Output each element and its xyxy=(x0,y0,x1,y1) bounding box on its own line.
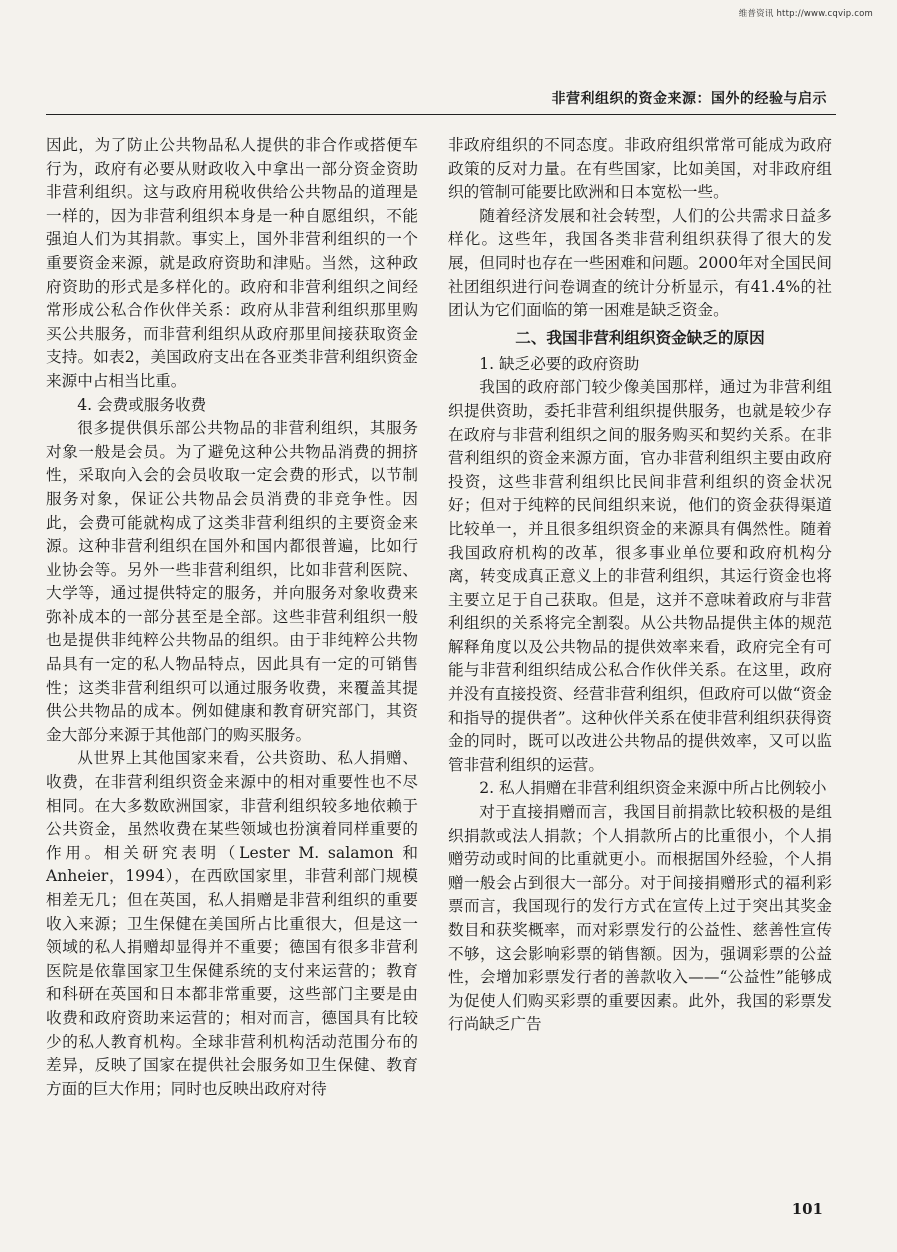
page-number: 101 xyxy=(791,1200,823,1218)
running-head: 非营利组织的资金来源：国外的经验与启示 xyxy=(551,91,827,107)
section-heading: 二、我国非营利组织资金缺乏的原因 xyxy=(515,327,765,347)
paragraph: 因此，为了防止公共物品私人提供的非合作或搭便车行为，政府有必要从财政收入中拿出一部分资金资助非营利组织。这与政府用税收供给公共物品的道理是一样的，因为非营利组织本身是一种自愿组织，不能强迫人们为其捐款。事实上，国外非营利组织的一个重要资金来源，就是政府资助和津贴。当然，这种政府资助的形式是多样化的。政府和非营利组织之间经常形成公私合作伙伴关系：政府从非营利组织那里购买公共服务，而非营利组织从政府那里间接获取资金支持。如表2，美国政府支出在各亚类非营利组织资金来源中占相当比重。 xyxy=(46,136,418,390)
paragraph: 对于直接捐赠而言，我国目前捐款比较积极的是组织捐款或法人捐款；个人捐款所占的比重很小，个人捐赠劳动或时间的比重就更小。而根据国外经验，个人捐赠一般会占到很大一部分。对于间接捐赠形式的福利彩票而言，我国现行的发行方式在宣传上过于突出其奖金数目和获奖概率，而对彩票发行的公益性、慈善性宣传不够，这会影响彩票的销售额。因为，强调彩票的公益性，会增加彩票发行者的善款收入——“公益性”能够成为促使人们购买彩票的重要因素。此外，我国的彩票发行尚缺乏广告 xyxy=(448,803,832,1034)
paragraph: 我国的政府部门较少像美国那样，通过为非营利组织提供资助，委托非营利组织提供服务，也就是较少存在政府与非营利组织之间的服务购买和契约关系。在非营利组织的资金来源方面，官办非营利组织主要由政府投资，这些非营利组织比民间非营利组织的资金状况好；但对于纯粹的民间组织来说，他们的资金获得渠道比较单一，并且很多组织资金的来源具有偶然性。随着我国政府机构的改革，很多事业单位要和政府机构分离，转变成真正意义上的非营利组织，其运行资金也将主要立足于自己获取。但是，这并不意味着政府与非营利组织的关系将完全割裂。从公共物品提供主体的规范解释角度以及公共物品的提供效率来看，政府完全有可能与非营利组织结成公私合作伙伴关系。在这里，政府并没有直接投资、经营非营利组织，但政府可以做“资金和指导的提供者”。这种伙伴关系在使非营利组织获得资金的同时，既可以改进公共物品的提供效率，又可以监管非营利组织的运营。 xyxy=(448,378,832,774)
watermark: 维普资讯 http://www.cqvip.com xyxy=(738,9,873,19)
subsection-heading: 1. 缺乏必要的政府资助 xyxy=(479,354,640,373)
paragraph: 非政府组织的不同态度。非政府组织常常可能成为政府政策的反对力量。在有些国家，比如美国，对非政府组织的管制可能要比欧洲和日本宽松一些。 xyxy=(448,136,832,202)
left-column xyxy=(46,134,418,1101)
paragraph: 随着经济发展和社会转型，人们的公共需求日益多样化。这些年，我国各类非营利组织获得了很大的发展，但同时也存在一些困难和问题。2000年对全国民间社团组织进行问卷调查的统计分析显示，有41.4%的社团认为它们面临的第一困难是缺乏资金。 xyxy=(448,206,832,320)
subsection-heading: 2. 私人捐赠在非营利组织资金来源中所占比例较小 xyxy=(479,779,827,798)
paragraph: 从世界上其他国家来看，公共资助、私人捐赠、收费，在非营利组织资金来源中的相对重要性也不尽相同。在大多数欧洲国家，非营利组织较多地依赖于公共资金，虽然收费在某些领域也扮演着同样重要的作用。相关研究表明（Lester M. salamon 和 Anheier，1994），在西欧国家里，非营利部门规模相差无几；但在英国，私人捐赠是非营利组织的重要收入来源；卫生保健在美国所占比重很大，但是这一领域的私人捐赠却显得并不重要；德国有很多非营利医院是依靠国家卫生保健系统的支付来运营的；教育和科研在英国和日本都非常重要，这些部门主要是由收费和政府资助来运营的；相对而言，德国具有比较少的私人教育机构。全球非营利机构活动范围分布的差异，反映了国家在提供社会服务如卫生保健、教育方面的巨大作用；同时也反映出政府对待 xyxy=(46,749,418,1098)
subsection-heading: 4. 会费或服务收费 xyxy=(77,395,207,414)
paragraph: 很多提供俱乐部公共物品的非营利组织，其服务对象一般是会员。为了避免这种公共物品消费的拥挤性，采取向入会的会员收取一定会费的形式，以节制服务对象，保证公共物品会员消费的非竞争性。因此，会费可能就构成了这类非营利组织的主要资金来源。这种非营利组织在国外和国内都很普遍，比如行业协会等。另外一些非营利组织，比如非营利医院、大学等，通过提供特定的服务，并向服务对象收费来弥补成本的一部分甚至是全部。这些非营利组织一般也是提供非纯粹公共物品的组织。由于非纯粹公共物品具有一定的私人物品特点，因此具有一定的可销售性；这类非营利组织可以通过服务收费，来覆盖其提供公共物品的成本。例如健康和教育研究部门，其资金大部分来源于其他部门的购买服务。 xyxy=(46,419,418,744)
header-rule xyxy=(46,114,836,115)
right-column xyxy=(448,134,832,1037)
